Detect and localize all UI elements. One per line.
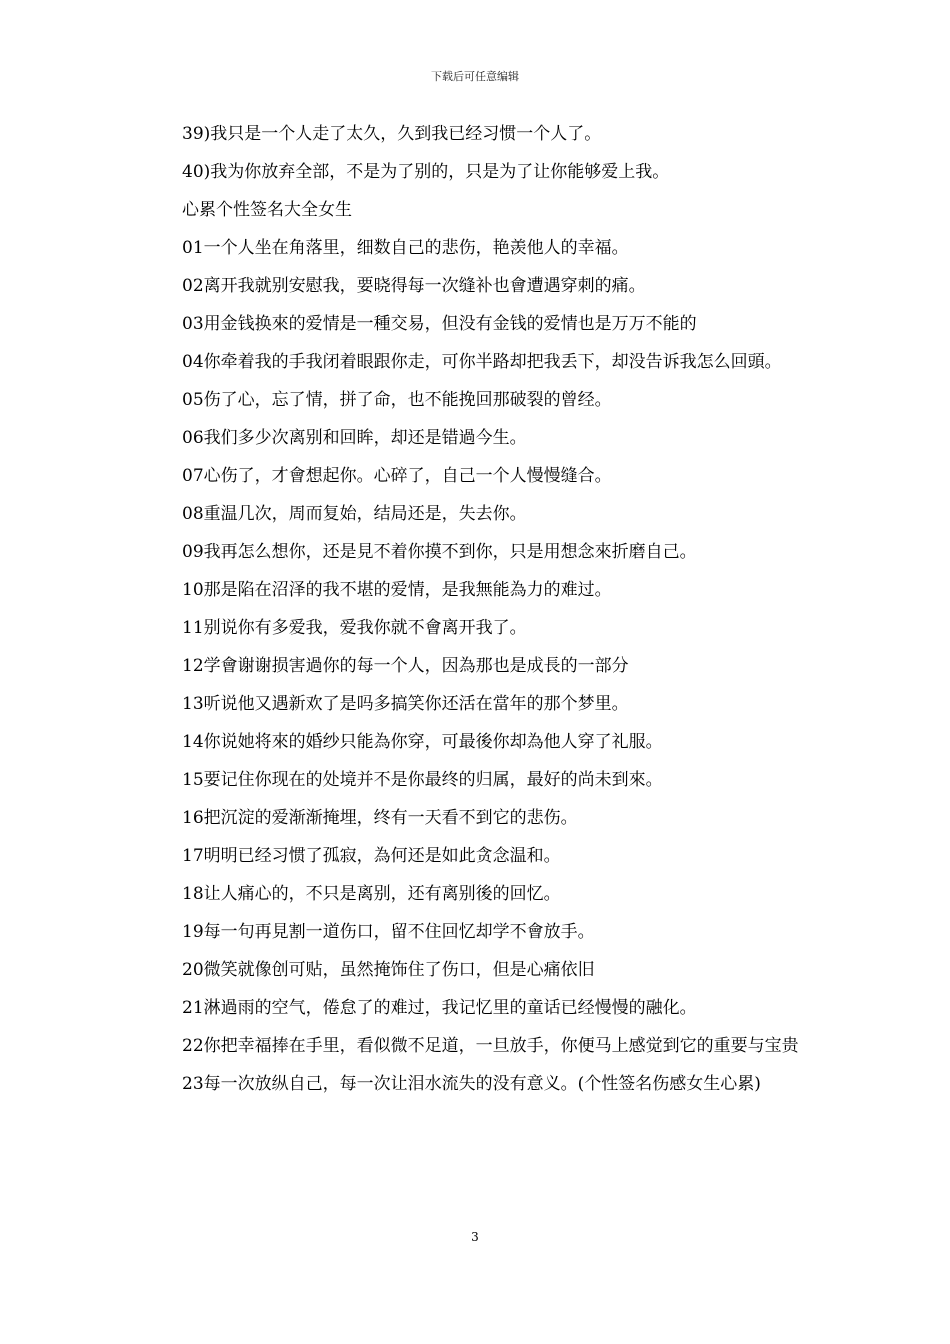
paragraph: 21淋過雨的空气，倦怠了的难过，我记忆里的童话已经慢慢的融化。 xyxy=(182,998,697,1018)
paragraph: 39)我只是一个人走了太久，久到我已经习惯一个人了。 xyxy=(182,124,602,144)
page-header: 下载后可任意编辑 xyxy=(431,70,519,83)
paragraph: 16把沉淀的爱渐渐掩埋，终有一天看不到它的悲伤。 xyxy=(182,808,578,828)
paragraph: 10那是陷在沼泽的我不堪的爱情，是我無能為力的难过。 xyxy=(182,580,612,600)
paragraph: 11别说你有多爱我，爱我你就不會离开我了。 xyxy=(182,618,527,638)
paragraph: 15要记住你现在的处境并不是你最终的归属，最好的尚未到來。 xyxy=(182,770,663,790)
paragraph: 09我再怎么想你，还是見不着你摸不到你，只是用想念來折磨自己。 xyxy=(182,542,697,562)
page-number: 3 xyxy=(471,1230,479,1244)
document-body xyxy=(146,122,810,1096)
paragraph: 23每一次放纵自己，每一次让泪水流失的没有意义。(个性签名伤感女生心累) xyxy=(182,1074,761,1094)
paragraph: 03用金钱换來的爱情是一種交易，但没有金钱的爱情也是万万不能的 xyxy=(182,314,697,334)
paragraph: 22你把幸福捧在手里，看似微不足道，一旦放手，你便马上感觉到它的重要与宝贵 xyxy=(182,1036,799,1056)
paragraph: 06我们多少次离别和回眸，却还是错過今生。 xyxy=(182,428,527,448)
paragraph: 18让人痛心的，不只是离别，还有离别後的回忆。 xyxy=(182,884,561,904)
paragraph: 04你牵着我的手我闭着眼跟你走，可你半路却把我丢下，却没告诉我怎么回頭。 xyxy=(182,352,782,372)
paragraph: 02离开我就别安慰我，要晓得每一次缝补也會遭遇穿刺的痛。 xyxy=(182,276,646,296)
paragraph: 14你说她将來的婚纱只能為你穿，可最後你却為他人穿了礼服。 xyxy=(182,732,663,752)
paragraph: 01一个人坐在角落里，细数自己的悲伤，艳羡他人的幸福。 xyxy=(182,238,629,258)
paragraph: 40)我为你放弃全部，不是为了别的，只是为了让你能够爱上我。 xyxy=(182,162,670,182)
paragraph: 12学會谢谢损害過你的每一个人，因為那也是成長的一部分 xyxy=(182,656,629,676)
section-heading: 心累个性签名大全女生 xyxy=(182,200,352,220)
paragraph: 07心伤了，才會想起你。心碎了，自己一个人慢慢缝合。 xyxy=(182,466,612,486)
paragraph: 08重温几次，周而复始，结局还是，失去你。 xyxy=(182,504,527,524)
paragraph: 19每一句再見割一道伤口，留不住回忆却学不會放手。 xyxy=(182,922,595,942)
paragraph: 20微笑就像创可贴，虽然掩饰住了伤口，但是心痛依旧 xyxy=(182,960,595,980)
paragraph: 05伤了心，忘了情，拼了命，也不能挽回那破裂的曾经。 xyxy=(182,390,612,410)
paragraph: 17明明已经习惯了孤寂，為何还是如此贪念温和。 xyxy=(182,846,561,866)
paragraph: 13听说他又遇新欢了是吗多搞笑你还活在當年的那个梦里。 xyxy=(182,694,629,714)
